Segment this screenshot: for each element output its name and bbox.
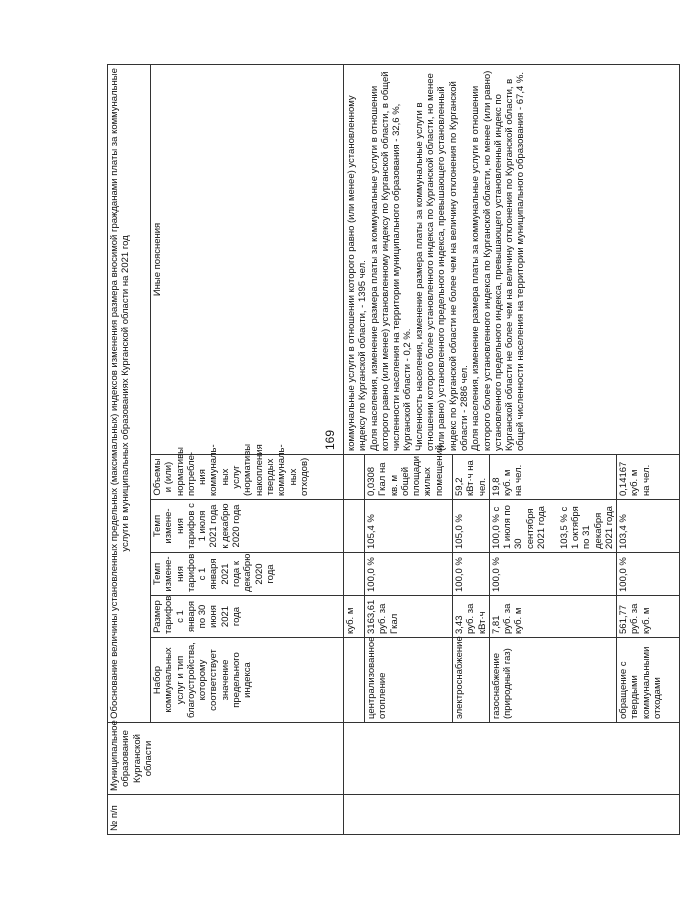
header-services: Набор коммунальных услуг и тип благоустройства, которому соответствует значение предельного индекса [151,638,344,723]
cell-change-jul: 103,4 % [617,500,680,553]
cell-service: обращение с твердыми коммунальными отходами [617,638,680,723]
header-group-title: Обоснование величины установленных предельных (максимальных) индексов изменения размера вносимой гражданами платы за коммунальные услуги в муниципальных образованиях Курганской области на 2021 год [108,64,151,722]
cell-volume: 19,8 куб. м на чел. [489,455,616,500]
cell-change-jan: 100,0 % [365,553,453,596]
cell-change-jan [344,553,365,596]
cell-volume [344,455,365,500]
cell-change-jan: 100,0 % [617,553,680,596]
rotated-table-container [107,65,664,835]
notes-text: коммунальные услуги в отношении которого равно (или менее) установленному индексу по Курганской области, - 1395 чел. Доля населения, изменение размера платы за коммунальные услуги в отношении которого равно (или менее) установленному индексу по Курганской области, в общей численности населения на территории муниципального образования - 32,6 %, Курганской области - 0,2 %. Численность населения, изменение размера платы за коммунальные услуги в отношении которого более установленного индекса по Курганской области, но менее (или равно) установленного предельного индекса, превышающего установленный индекс по Курганской области не более чем на величину отклонения по Курганской области - 2886 чел. Доля населения, изменение размера платы за коммунальные услуги в отношении которого более установленного индекса по Курганской области, но менее (или равно) установленного предельного индекса, превышающего установленный индекс по Курганской области не более чем на величину отклонения по Курганской области, в общей численности населения на территории муниципального образования - 67,4 %. [346,70,527,451]
cell-change-jan: 100,0 % [453,553,490,596]
header-num: № п/п [108,795,344,835]
cell-notes [344,64,680,454]
cell-service: централизованное отопление [365,638,453,723]
cell-tariff: 561,77 руб. за куб. м [617,596,680,638]
table-row [344,64,365,834]
cell-volume: 59,2 кВт·ч на чел. [453,455,490,500]
cell-service: газоснабжение (природный газ) [489,638,616,723]
header-notes: Иные пояснения [151,64,344,454]
header-municipality: Муниципальное образование Курганской области [108,723,344,795]
cell-tariff: 3163,61 руб. за Гкал [365,596,453,638]
cell-service: электроснабжение [453,638,490,723]
page-number: 169 [323,429,337,451]
cell-tariff: 7,81 руб. за куб. м [489,596,616,638]
justification-table [107,64,680,835]
header-tariff-change-jul: Темп измене-ния тарифов с 1 июля 2021 года к декабрю 2020 года [151,500,344,553]
header-tariff-size: Размер тарифов с 1 января по 30 июня 2021 года [151,596,344,638]
cell-change-jul: 100,0 % с 1 июля по 30 сентября 2021 года 103,5 % с 1 октября по 31 декабря 2021 года [489,500,616,553]
cell-volume: 0,14167 куб. м на чел. [617,455,680,500]
cell-municipality [344,723,680,795]
cell-change-jul [344,500,365,553]
cell-volume: 0,0308 Гкал на кв. м общей площади жилых помещений [365,455,453,500]
header-volumes: Объемы и (или) нормативы потребле-ния коммуналь-ных услуг (нормативы накопления твердых коммуналь-ных отходов) [151,455,344,500]
cell-change-jul: 105,0 % [453,500,490,553]
header-tariff-change-jan: Темп измене-ния тарифов с 1 января 2021 года к декабрю 2020 года [151,553,344,596]
cell-num [344,795,680,835]
cell-change-jul: 105,4 % [365,500,453,553]
cell-change-jan: 100,0 % [489,553,616,596]
cell-tariff: 3,43 руб. за кВт·ч [453,596,490,638]
cell-service [344,638,365,723]
cell-tariff: куб. м [344,596,365,638]
